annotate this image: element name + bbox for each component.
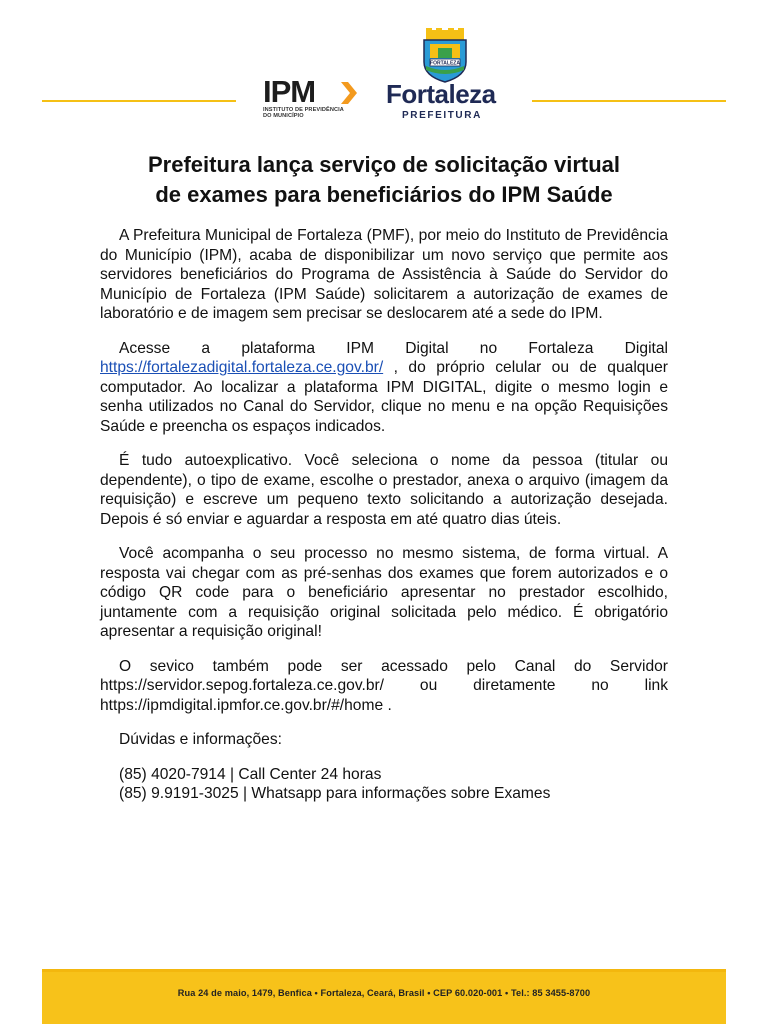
paragraph-access-end: , do próprio celular ou de qualquer computador. Ao localizar a plataforma IPM DIGITAL, digite o mesmo login e senha utilizados no Canal do Servidor, clique no menu e na opção Requisições Saúde e preencha os espaços indicados. (100, 359, 668, 435)
footer-top-line (42, 969, 726, 972)
paragraph-questions: Dúvidas e informações: (119, 731, 282, 748)
fortaleza-logo-word: Fortaleza (386, 79, 496, 109)
header-rule-right (532, 100, 726, 102)
document-body (100, 226, 668, 804)
paragraph-tracking: Você acompanha o seu processo no mesmo sistema, de forma virtual. A resposta vai chegar com as pré-senhas dos exames que forem autorizados e o código QR code para o beneficiário apresentar no prestador escolhido, juntamente com a requisição original solicitada pelo médico. É obrigatório apresentar a requisição original! (100, 545, 668, 640)
footer-bar (42, 969, 726, 1024)
paragraph-explanation: É tudo autoexplicativo. Você seleciona o nome da pessoa (titular ou dependente), o tipo de exame, escolhe o prestador, anexa o arquivo (imagem da requisição) e escreve um pequeno texto solicitando a autorização desejada. Depois é só enviar e aguardar a resposta em até quatro dias úteis. (100, 452, 668, 528)
paragraph-service-links: O sevico também pode ser acessado pelo Canal do Servidor https://servidor.sepog.fortaleza.ce.gov.br/ ou diretamente no link https://ipmdigital.ipmfor.ce.gov.br/#/home . (100, 657, 668, 714)
ipm-logo-word: IPM (263, 74, 316, 109)
ipm-logo-subtitle (263, 107, 344, 120)
ipm-logo-subtitle-line-1: INSTITUTO DE PREVIDÊNCIA (263, 107, 344, 113)
paragraph-intro: A Prefeitura Municipal de Fortaleza (PMF), por meio do Instituto de Previdência do Município (IPM), acaba de disponibilizar um novo serviço que permite aos servidores beneficiários do Programa de Assistência à Saúde do Servidor do Município de Fortaleza (IPM Saúde) solicitarem a autorização de exames de laboratório e de imagem sem precisar se deslocarem até a sede do IPM. (100, 227, 668, 322)
ipm-logo (263, 76, 363, 124)
fortaleza-logo (386, 28, 506, 124)
ipm-logo-subtitle-line-2: DO MUNICÍPIO (263, 113, 304, 120)
fortaleza-digital-link[interactable]: https://fortalezadigital.fortaleza.ce.gov.br/ (100, 359, 384, 376)
contact-whatsapp: (85) 9.9191-3025 | Whatsapp para informações sobre Exames (119, 785, 551, 802)
title-line-2: de exames para beneficiários do IPM Saúde (155, 182, 613, 207)
paragraph-access-start: Acesse a plataforma IPM Digital no Fortaleza Digital (119, 339, 668, 357)
document-title (80, 150, 688, 210)
footer-address: Rua 24 de maio, 1479, Benfica • Fortaleza, Ceará, Brasil • CEP 60.020-001 • Tel.: 85 3455-8700 (177, 988, 591, 998)
header-rule-left (42, 100, 236, 102)
fortaleza-crest-icon (412, 28, 478, 84)
title-line-1: Prefeitura lança serviço de solicitação virtual (148, 152, 620, 177)
ipm-arrow-icon (341, 82, 357, 104)
paragraph-access (100, 339, 668, 437)
fortaleza-logo-subtitle: PREFEITURA (402, 110, 482, 121)
crest-banner-text: FORTALEZA (430, 60, 460, 67)
contact-call-center: (85) 4020-7914 | Call Center 24 horas (119, 765, 382, 783)
